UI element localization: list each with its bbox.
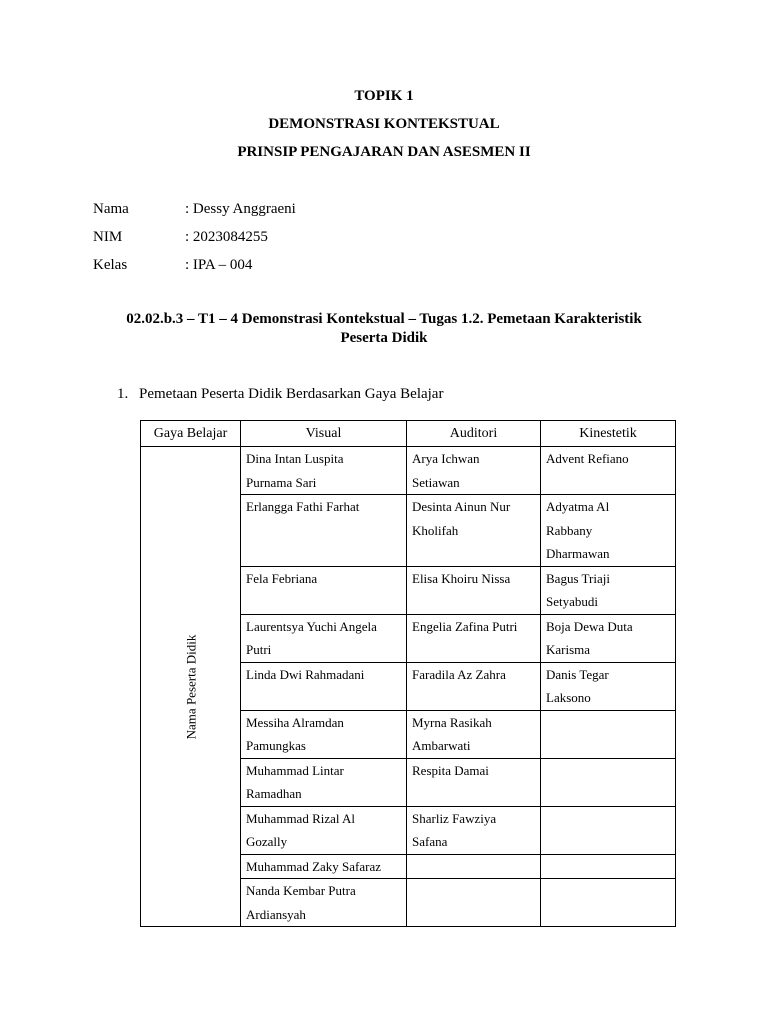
header-kinesthetic: Kinestetik [541, 421, 676, 447]
course-title: PRINSIP PENGAJARAN DAN ASESMEN II [237, 144, 531, 160]
nim-value: : 2023084255 [185, 229, 268, 245]
student-name-line: Desinta Ainun Nur [412, 499, 511, 514]
student-name-line: Ardiansyah [246, 906, 306, 922]
auditori-cell [407, 854, 541, 879]
auditori-cell [407, 758, 541, 806]
task-title-line-1: 02.02.b.3 – T1 – 4 Demonstrasi Kontekstual – Tugas 1.2. Pemetaan Karakteristik [126, 311, 642, 327]
class-value: : IPA – 004 [185, 257, 253, 273]
student-name-line: Respita Damai [412, 762, 489, 778]
student-name-line: Linda Dwi Rahmadani [246, 666, 365, 682]
student-names-column-label [141, 447, 241, 927]
student-name-line: Pamungkas [246, 738, 306, 753]
nim-label: NIM [93, 229, 123, 245]
kinestetik-cell [541, 495, 676, 567]
student-names-label: Nama Peserta Didik [182, 634, 198, 739]
kinestetik-cell [541, 447, 676, 495]
student-name-line: Sharliz Fawziya [412, 810, 497, 826]
demonstration-title: DEMONSTRASI KONTEKSTUAL [268, 116, 500, 132]
visual-cell [241, 662, 407, 710]
student-name-line: Setiawan [412, 474, 460, 490]
visual-cell [241, 614, 407, 662]
student-name-line: Fela Febriana [246, 570, 318, 586]
header-auditory: Auditori [407, 421, 541, 447]
table-row [141, 447, 676, 495]
student-name-line: Arya Ichwan [412, 451, 480, 466]
visual-cell [241, 495, 407, 567]
student-name-line: Rabbany [546, 522, 593, 538]
visual-cell [241, 566, 407, 614]
kinestetik-cell [541, 566, 676, 614]
kinestetik-cell [541, 854, 676, 879]
student-name-line: Boja Dewa Duta [546, 618, 633, 634]
visual-cell [241, 854, 407, 879]
student-name-line: Dharmawan [546, 546, 610, 561]
kinestetik-cell [541, 614, 676, 662]
student-name-line: Laurentsya Yuchi Angela [246, 618, 377, 634]
kinestetik-cell [541, 758, 676, 806]
table-body [141, 447, 676, 927]
auditori-cell [407, 662, 541, 710]
student-name-line: Laksono [546, 690, 591, 705]
task-title-line-2: Peserta Didik [340, 330, 428, 346]
kinestetik-cell [541, 662, 676, 710]
topic-title: TOPIK 1 [354, 88, 414, 104]
student-name-line: Ramadhan [246, 786, 302, 801]
student-name-line: Danis Tegar [546, 666, 609, 682]
student-name-line: Engelia Zafina Putri [412, 618, 518, 634]
visual-cell [241, 447, 407, 495]
auditori-cell [407, 566, 541, 614]
name-label: Nama [93, 201, 129, 217]
student-name-line: Elisa Khoiru Nissa [412, 570, 511, 586]
student-name-line: Bagus Triaji [546, 570, 610, 586]
student-name-line: Setyabudi [546, 594, 598, 609]
visual-cell [241, 758, 407, 806]
auditori-cell [407, 806, 541, 854]
student-name-line: Ambarwati [412, 738, 471, 753]
student-name-line: Muhammad Zaky Safaraz [246, 858, 382, 874]
task-title [110, 310, 658, 348]
kinestetik-cell [541, 879, 676, 927]
student-name-line: Safana [412, 834, 448, 849]
student-name-line: Karisma [546, 642, 591, 657]
auditori-cell [407, 614, 541, 662]
student-name-line: Gozally [246, 834, 288, 849]
student-name-line: Muhammad Rizal Al [246, 810, 356, 826]
section-number: 1. [117, 386, 129, 402]
table-header-row [141, 421, 676, 447]
kinestetik-cell [541, 710, 676, 758]
auditori-cell [407, 495, 541, 567]
student-name-line: Erlangga Fathi Farhat [246, 499, 360, 514]
student-name-line: Putri [246, 642, 272, 657]
student-name-line: Purnama Sari [246, 474, 317, 490]
auditori-cell [407, 447, 541, 495]
student-name-line: Muhammad Lintar [246, 762, 344, 778]
student-name-line: Faradila Az Zahra [412, 666, 506, 682]
student-name-line: Adyatma Al [546, 499, 610, 514]
learning-style-table [140, 420, 676, 927]
auditori-cell [407, 710, 541, 758]
visual-cell [241, 879, 407, 927]
class-label: Kelas [93, 257, 128, 273]
header-learning-style: Gaya Belajar [141, 421, 241, 447]
student-name-line: Nanda Kembar Putra [246, 883, 356, 898]
student-name-line: Dina Intan Luspita [246, 451, 344, 466]
section-heading [117, 384, 443, 404]
name-value: : Dessy Anggraeni [185, 201, 296, 217]
visual-cell [241, 806, 407, 854]
student-name-line: Messiha Alramdan [246, 714, 344, 730]
section-title: Pemetaan Peserta Didik Berdasarkan Gaya Belajar [139, 386, 444, 402]
student-name-line: Advent Refiano [546, 451, 629, 466]
auditori-cell [407, 879, 541, 927]
student-name-line: Kholifah [412, 522, 459, 538]
student-name-line: Myrna Rasikah [412, 714, 492, 730]
header-visual: Visual [241, 421, 407, 447]
kinestetik-cell [541, 806, 676, 854]
visual-cell [241, 710, 407, 758]
